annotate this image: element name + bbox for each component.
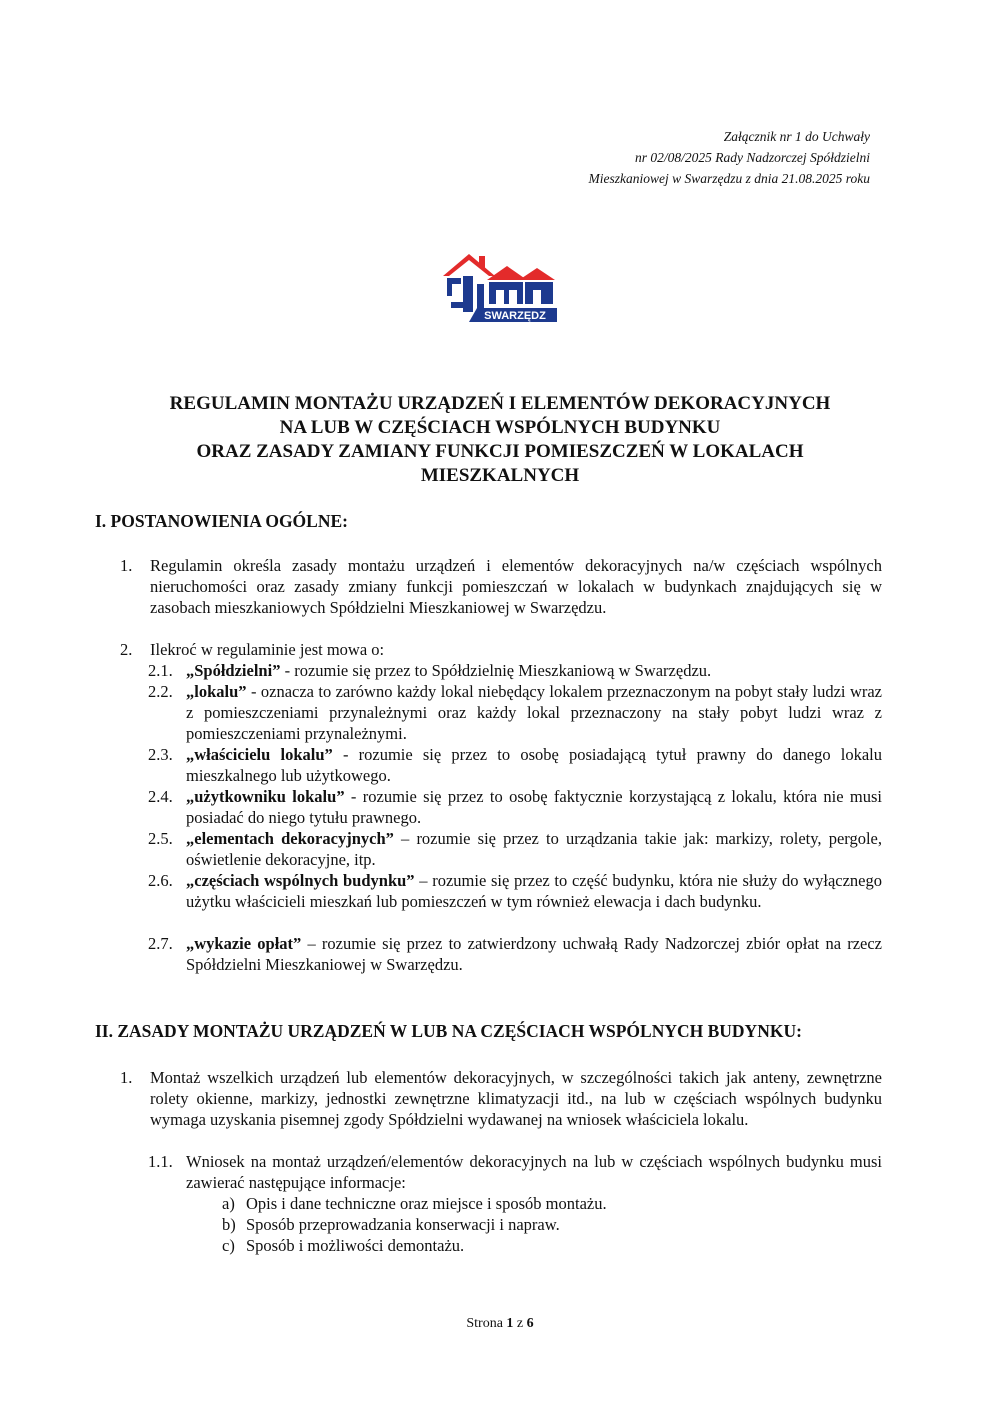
- title-line-1: REGULAMIN MONTAŻU URZĄDZEŃ I ELEMENTÓW DEKORACYJNYCH: [169, 393, 831, 414]
- definition-number: 2.1.: [148, 661, 173, 680]
- section-2-heading: II. ZASADY MONTAŻU URZĄDZEŃ W LUB NA CZĘŚCIACH WSPÓLNYCH BUDYNKU:: [95, 1021, 802, 1041]
- footer-prefix: Strona: [466, 1316, 503, 1331]
- definition-number: 2.2.: [148, 682, 173, 701]
- paragraph-number: 1.1.: [148, 1152, 173, 1171]
- footer-current-page: 1: [506, 1316, 514, 1331]
- list-item-b: [222, 1214, 882, 1235]
- definition-2-1: [148, 660, 882, 681]
- title-line-2: NA LUB W CZĘŚCIACH WSPÓLNYCH BUDYNKU: [279, 417, 721, 438]
- annex-line-1: Załącznik nr 1 do Uchwały: [723, 129, 870, 144]
- annex-line-3: Mieszkaniowej w Swarzędzu z dnia 21.08.2025 roku: [588, 171, 870, 186]
- definition-2-4: [148, 786, 882, 828]
- document-title: [100, 392, 900, 488]
- definition-number: 2.3.: [148, 745, 173, 764]
- definition-text: - rozumie się przez to osobę faktycznie korzystającą z lokalu, która nie musi posiadać do niego tytułu prawnego.: [186, 787, 882, 827]
- footer-separator: z: [516, 1316, 524, 1331]
- definition-term: „częściach wspólnych budynku”: [186, 871, 415, 890]
- paragraph-text: Montaż wszelkich urządzeń lub elementów dekoracyjnych, w szczególności takich jak anteny, zewnętrzne rolety okienne, markizy, jednostki zewnętrzne klimatyzacji itd., na lub w częściach wspólnych budynku wymaga uzyskania pisemnej zgody Spółdzielni wydawanej na wniosek właściciela lokalu.: [150, 1068, 882, 1129]
- annex-note: [589, 126, 871, 189]
- paragraph-text: Regulamin określa zasady montażu urządzeń i elementów dekoracyjnych na/w częściach wspólnych nieruchomości oraz zasady zmiany funkcji pomieszczań w lokalach w budynkach znajdujących się w zasobach mieszkaniowych Spółdzielni Mieszkaniowej w Swarzędzu.: [150, 556, 882, 617]
- definition-2-5: [148, 828, 882, 870]
- page-footer: [0, 1316, 1000, 1332]
- definition-2-7: [148, 933, 882, 975]
- definition-text: - rozumie się przez to Spółdzielnię Mieszkaniową w Swarzędzu.: [280, 661, 712, 680]
- paragraph-text: Ilekroć w regulaminie jest mowa o:: [150, 640, 385, 659]
- definition-text: - oznacza to zarówno każdy lokal niebędący lokalem przeznaczonym na pobyt stały ludzi wraz z pomieszczeniami przynależnymi oraz każdy lokal przeznaczony na stały pobyt ludzi wraz z pomieszczeniami przynależnymi.: [186, 682, 882, 743]
- paragraph-number: 2.: [120, 640, 133, 659]
- list-item-text: Sposób przeprowadzania konserwacji i napraw.: [246, 1215, 560, 1234]
- definition-number: 2.4.: [148, 787, 173, 806]
- definition-text: – rozumie się przez to zatwierdzony uchwałą Rady Nadzorczej zbiór opłat na rzecz Spółdzielni Mieszkaniowej w Swarzędzu.: [186, 934, 882, 974]
- definition-term: „właścicielu lokalu”: [186, 745, 333, 764]
- section-1-paragraph-1: [120, 555, 882, 618]
- list-item-a: [222, 1193, 882, 1214]
- definition-number: 2.6.: [148, 871, 173, 890]
- definition-term: „wykazie opłat”: [186, 934, 302, 953]
- definition-number: 2.5.: [148, 829, 173, 848]
- paragraph-text: Wniosek na montaż urządzeń/elementów dekoracyjnych na lub w częściach wspólnych budynku musi zawierać następujące informacje:: [186, 1152, 882, 1192]
- list-item-label: b): [222, 1215, 236, 1234]
- section-2-paragraph-1-1: [148, 1151, 882, 1193]
- footer-total-pages: 6: [526, 1316, 534, 1331]
- logo-text: SWARZĘDZ: [484, 310, 546, 322]
- list-item-label: c): [222, 1236, 235, 1255]
- section-2-paragraph-1: [120, 1067, 882, 1130]
- annex-line-2: nr 02/08/2025 Rady Nadzorczej Spółdzielni: [635, 150, 870, 165]
- list-item-text: Opis i dane techniczne oraz miejsce i sposób montażu.: [246, 1194, 607, 1213]
- definition-2-3: [148, 744, 882, 786]
- definition-term: „elementach dekoracyjnych”: [186, 829, 394, 848]
- section-1-paragraph-2: [120, 639, 882, 660]
- cooperative-logo-icon: [441, 250, 559, 324]
- definition-term: „Spółdzielni”: [186, 661, 281, 680]
- list-item-text: Sposób i możliwości demontażu.: [246, 1236, 465, 1255]
- list-item-c: [222, 1235, 882, 1256]
- paragraph-number: 1.: [120, 1068, 133, 1087]
- paragraph-number: 1.: [120, 556, 133, 575]
- definition-text: – rozumie się przez to część budynku, która nie służy do wyłącznego użytku właścicieli mieszkań lub pomieszczeń w tym również elewacja i dach budynku.: [186, 871, 882, 911]
- section-1-heading: I. POSTANOWIENIA OGÓLNE:: [95, 511, 348, 531]
- list-item-label: a): [222, 1194, 235, 1213]
- definition-text: – rozumie się przez to urządzania takie jak: markizy, rolety, pergole, oświetlenie dekoracyjne, itp.: [186, 829, 882, 869]
- definition-number: 2.7.: [148, 934, 173, 953]
- definition-text: - rozumie się przez to osobę posiadającą tytuł prawny do danego lokalu mieszkalnego lub użytkowego.: [186, 745, 882, 785]
- title-line-4: MIESZKALNYCH: [420, 465, 580, 486]
- definition-2-2: [148, 681, 882, 744]
- definition-term: „lokalu”: [186, 682, 247, 701]
- title-line-3: ORAZ ZASADY ZAMIANY FUNKCJI POMIESZCZEŃ W LOKALACH: [196, 441, 804, 462]
- definition-term: „użytkowniku lokalu”: [186, 787, 345, 806]
- definition-2-6: [148, 870, 882, 912]
